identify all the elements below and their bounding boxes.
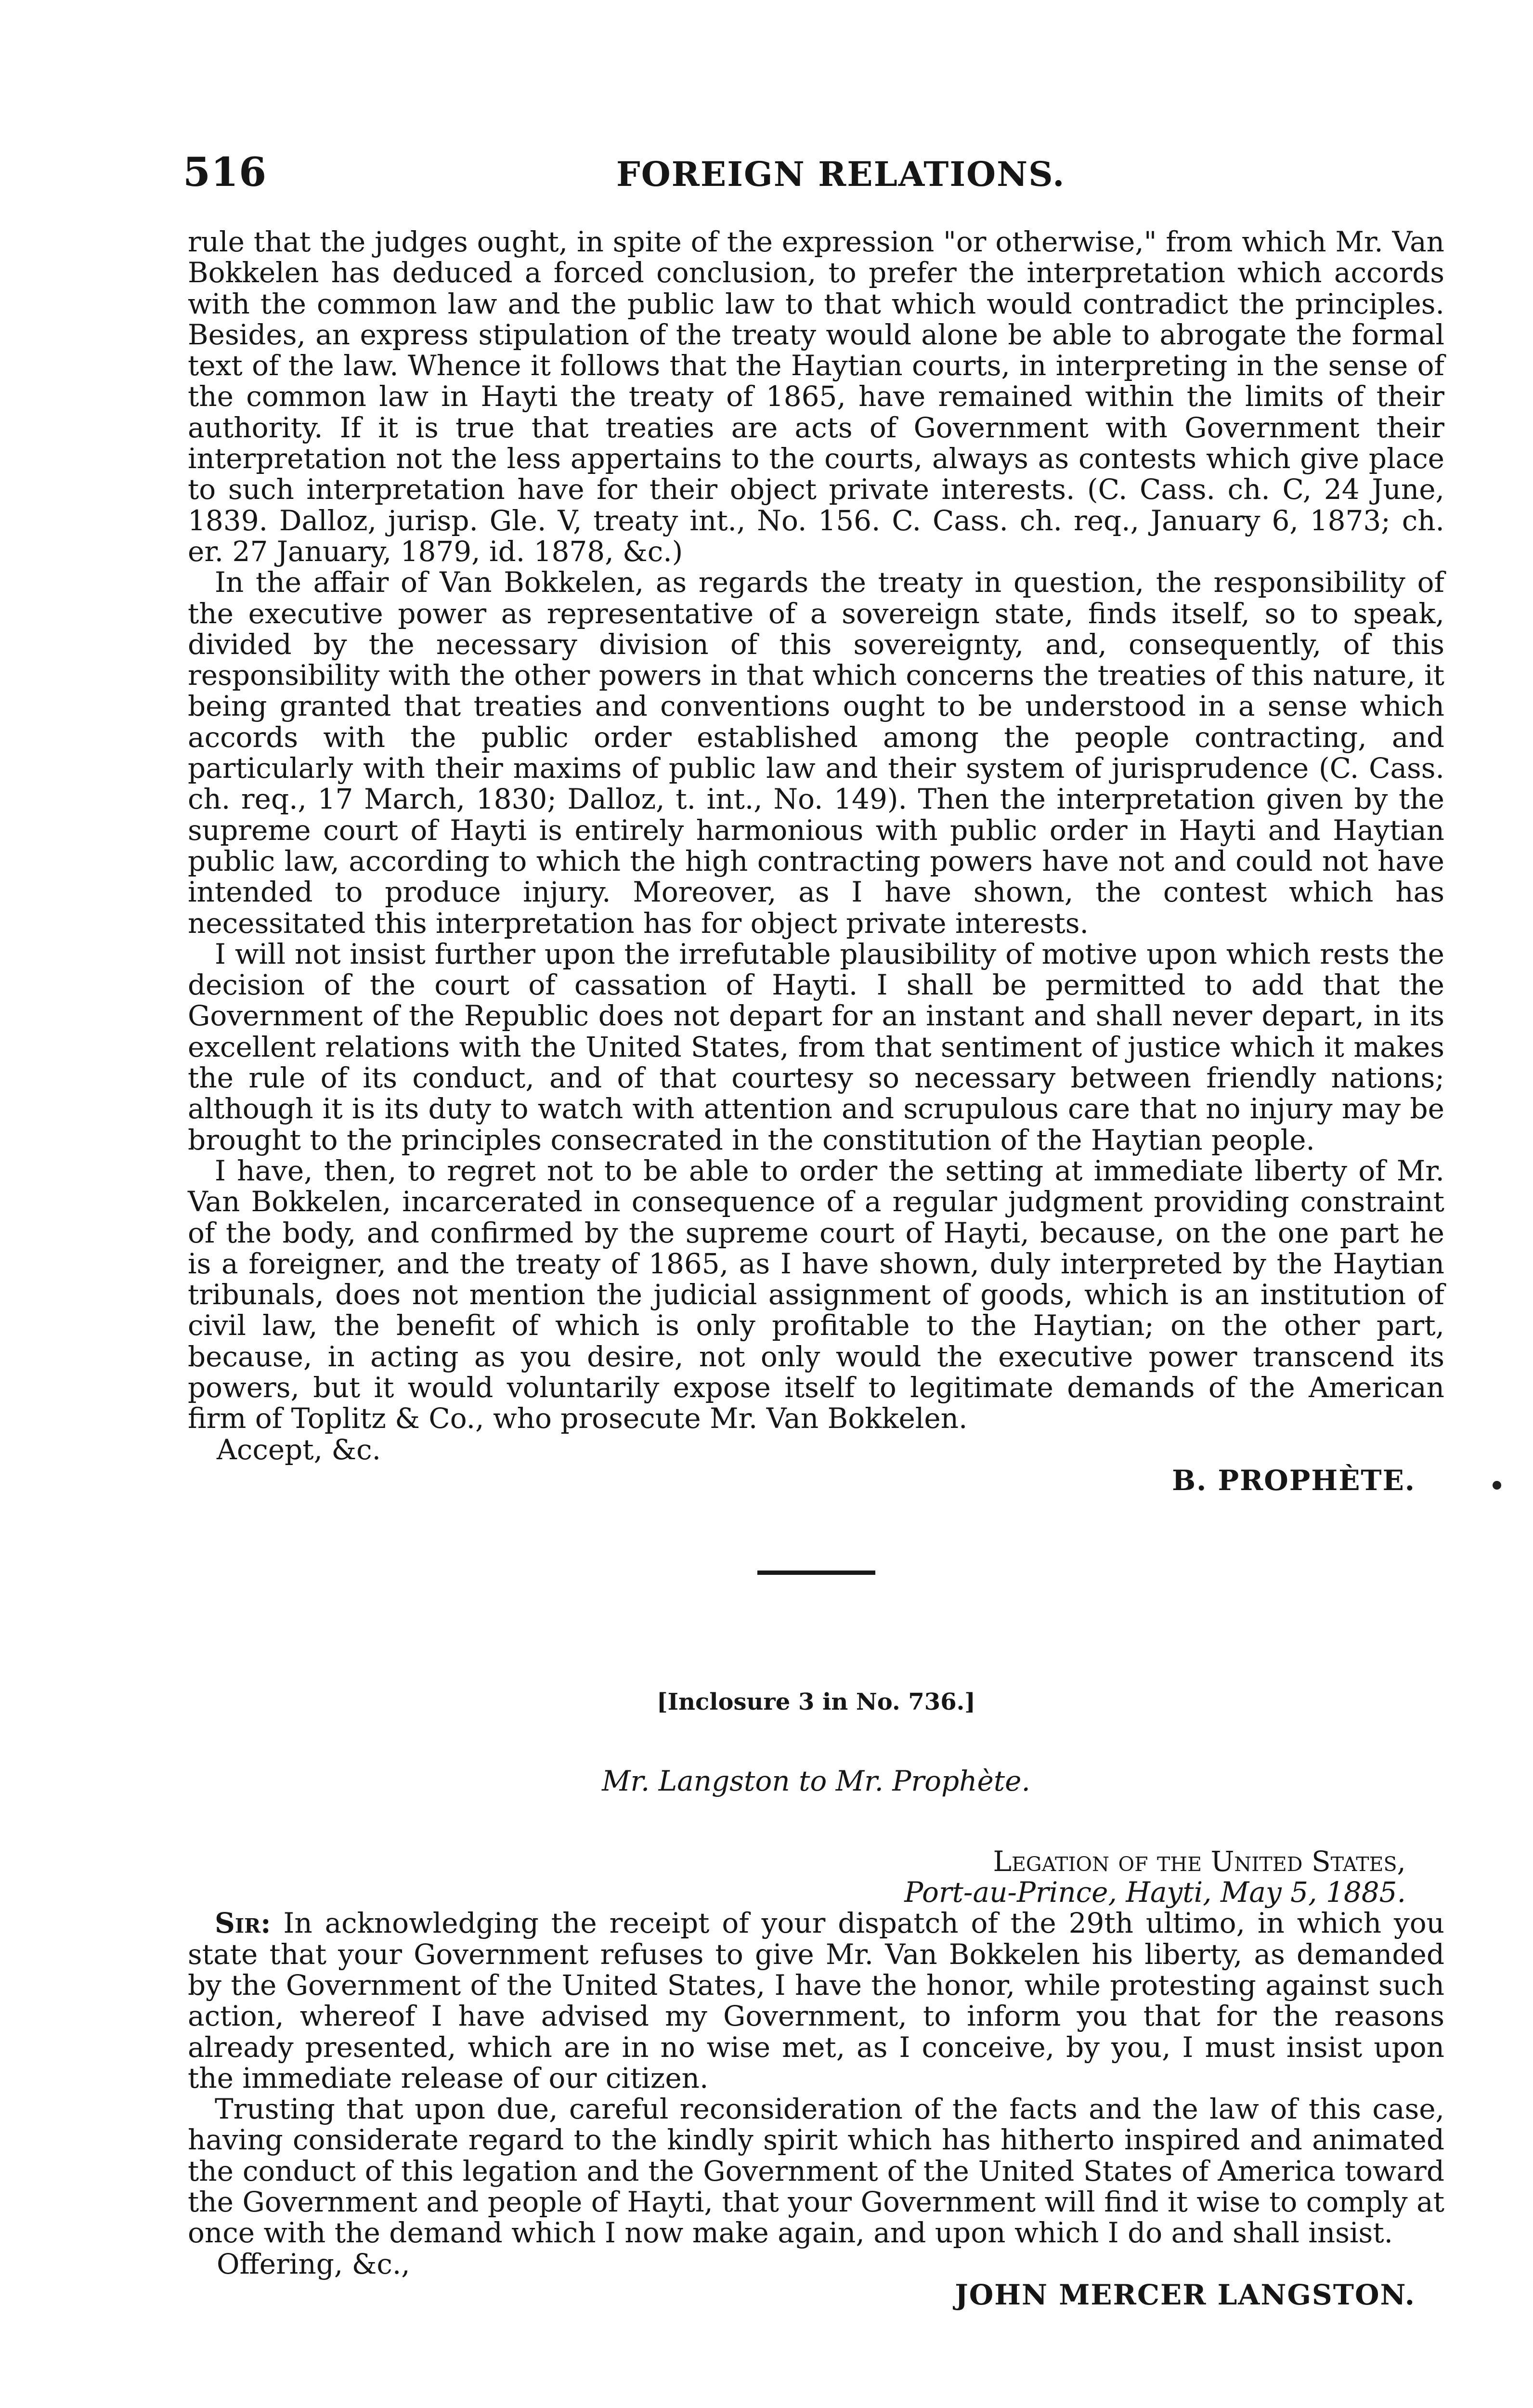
body-paragraph: rule that the judges ought, in spite of the expression "or otherwise," from which Mr. Van Bokkelen has deduced a forced conclusion, to prefer the interpretation which accords with the common law and the public law to that which would contradict the principles. Besides, an express stipulation of the treaty would alone be able to abrogate the formal text of the law. Whence it follows that the Haytian courts, in interpreting in the sense of the common law in Hayti the treaty of 1865, have remained within the limits of their authority. If it is true that treaties are acts of Government with Government their interpretation not the less appertains to the courts, always as contests which give place to such interpretation have for their object private interests. (C. Cass. ch. C, 24 June, 1839. Dalloz, jurisp. Gle. V, treaty int., No. 156. C. Cass. ch. req., January 6, 1873; ch. er. 27 January, 1879, id. 1878, &c.) [188, 225, 1444, 568]
letter-closing: Accept, &c. [217, 1433, 381, 1466]
place-and-date: Port-au-Prince, Hayti, May 5, 1885. [904, 1876, 1406, 1909]
running-title: FOREIGN RELATIONS. [616, 154, 1065, 194]
letter-subheading: Mr. Langston to Mr. Prophète. [602, 1765, 1030, 1798]
ink-speck [1493, 1481, 1501, 1490]
page-header [183, 149, 1416, 202]
letter-signature: B. PROPHÈTE. [1172, 1464, 1416, 1497]
letter-closing: Offering, &c., [217, 2247, 410, 2280]
section-divider [757, 1570, 875, 1575]
salutation: Sir: [215, 1907, 271, 1940]
body-paragraph: I will not insist further upon the irrefutable plausibility of motive upon which rests the decision of the court of cassation of Hayti. I shall be permitted to add that the Government of the Republic does not depart for an instant and shall never depart, in its excellent relations with the United States, from that sentiment of justice which it makes the rule of its conduct, and of that courtesy so necessary between friendly nations; although it is its duty to watch with attention and scrupulous care that no injury may be brought to the principles consecrated in the constitution of the Haytian people. [188, 937, 1444, 1156]
body-paragraph: Trusting that upon due, careful reconsideration of the facts and the law of this case, having considerate regard to the kindly spirit which has hitherto inspired and animated the conduct of this legation and the Government of the United States of America toward the Government and people of Hayti, that your Government will find it wise to comply at once with the demand which I now make again, and upon which I do and shall insist. [188, 2093, 1444, 2250]
paragraph-text: In acknowledging the receipt of your dispatch of the 29th ultimo, in which you state that your Government refuses to give Mr. Van Bokkelen his liberty, as demanded by the Government of the United States, I have the honor, while protesting against such action, whereof I have advised my Government, to inform you that for the reasons already presented, which are in no wise met, as I conceive, by you, I must insist upon the immediate release of our citizen. [188, 1907, 1445, 2094]
enclosure-label: [Inclosure 3 in No. 736.] [656, 1688, 976, 1716]
body-paragraph: I have, then, to regret not to be able to order the setting at immediate liberty of Mr. Van Bokkelen, incarcerated in consequence of a regular judgment providing constraint of the body, and confirmed by the supreme court of Hayti, because, on the one part he is a foreigner, and the treaty of 1865, as I have shown, duly interpreted by the Haytian tribunals, does not mention the judicial assignment of goods, which is an institution of civil law, the benefit of which is only profitable to the Haytian; on the other part, because, in acting as you desire, not only would the executive power transcend its powers, but it would voluntarily expose itself to legitimate demands of the American firm of Toplitz & Co., who prosecute Mr. Van Bokkelen. [188, 1154, 1444, 1435]
body-paragraph: In the affair of Van Bokkelen, as regards the treaty in question, the responsibility of the executive power as representative of a sovereign state, finds itself, so to speak, divided by the necessary division of this sovereignty, and, consequently, of this responsibility with the other powers in that which concerns the treaties of this nature, it being granted that treaties and conventions ought to be understood in a sense which accords with the public order established among the people contracting, and particularly with their maxims of public law and their system of jurisprudence (C. Cass. ch. req., 17 March, 1830; Dalloz, t. int., No. 149). Then the interpretation given by the supreme court of Hayti is entirely harmonious with public order in Hayti and Haytian public law, according to which the high contracting powers have not and could not have intended to produce injury. Moreover, as I have shown, the contest which has necessitated this interpretation has for object private interests. [188, 566, 1444, 940]
legation-heading: Legation of the United States, [993, 1845, 1406, 1878]
page-body [188, 226, 1444, 2310]
page-number: 516 [183, 149, 267, 196]
letter-signature: JOHN MERCER LANGSTON. [955, 2278, 1416, 2311]
body-paragraph [188, 1908, 1444, 2094]
